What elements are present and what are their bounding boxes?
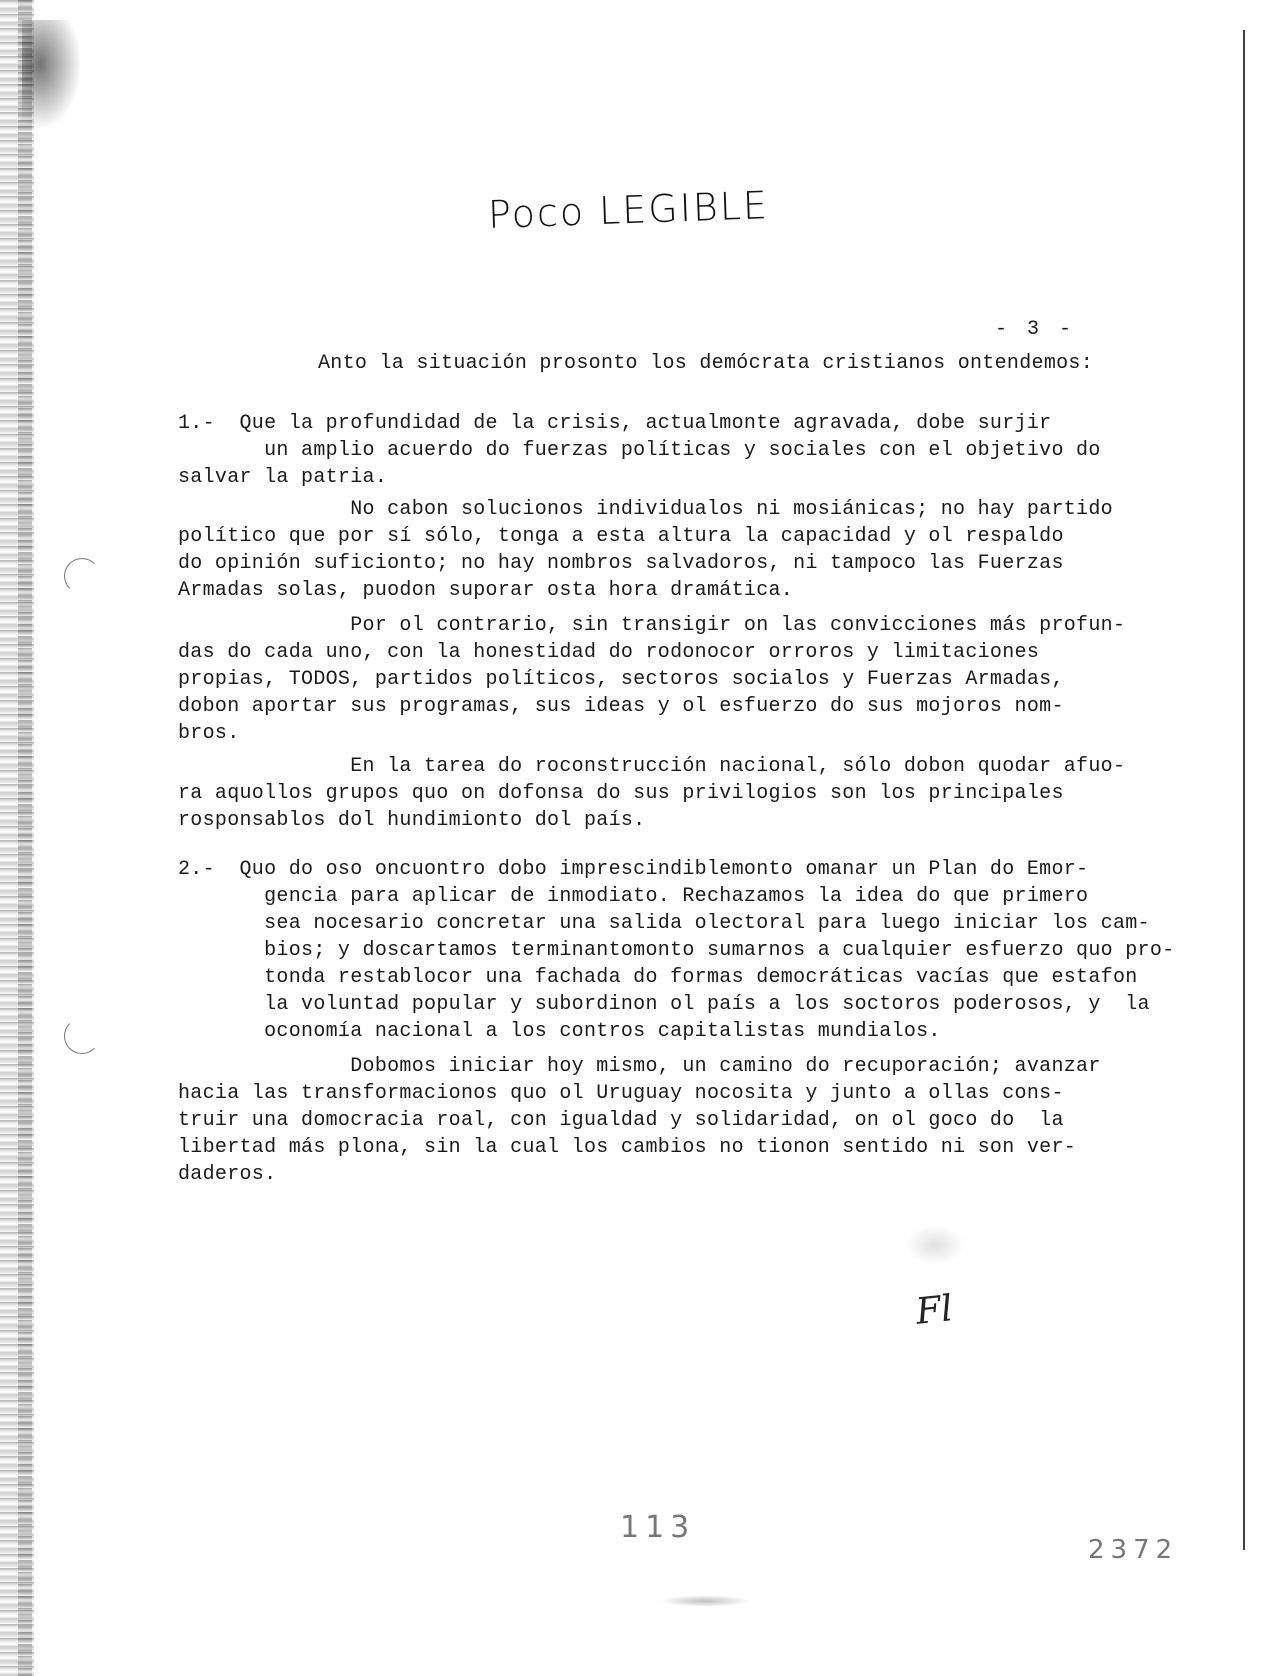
archive-number: 2372 [1088, 1535, 1179, 1565]
scan-edge-right [1243, 30, 1245, 1550]
handwritten-initials: Fl [913, 1288, 955, 1333]
paragraph: En la tarea do roconstrucción nacional, sólo dobon quodar afuo- ra aquollos grupos quo on dofonsa do sus privilogios son los principales rosponsablos dol hundimionto dol país. [178, 755, 1126, 832]
paragraph: Por ol contrario, sin transigir on las convicciones más profun- das do cada uno, con la honestidad do rodonocor orroros y limitaciones propias, TODOS, partidos políticos, sectoros socialos y Fuerzas Armadas, dobon aportar sus programas, sus ideas y ol esfuerzo do sus mojoros nom- bros. [178, 614, 1126, 745]
intro-paragraph: Anto la situación prosonto los demócrata cristianos ontendemos: [318, 352, 1094, 375]
paragraph-point-2: 2.- Quo do oso oncuontro dobo imprescindiblemonto omanar un Plan do Emor- gencia para aplicar de inmodiato. Rechazamos la idea do que primero sea nocesario concretar una salida olectoral para luego iniciar los cam- bios; y doscartamos terminantomonto sumarnos a cualquier esfuerzo quo pro- tonda restablocor una fachada do formas democráticas vacías que estafon la voluntad popular y subordinon ol país a los soctoros poderosos, y la oconomía nacional a los contros capitalistas mundialos. [178, 858, 1175, 1043]
folio-number: 113 [620, 1510, 696, 1545]
scan-blot [22, 20, 82, 130]
paragraph: Dobomos iniciar hoy mismo, un camino do recuporación; avanzar hacia las transformacionos quo ol Uruguay nocosita y junto a ollas cons- truir una domocracia roal, con igualdad y solidaridad, on ol goco do la libertad más plona, sin la cual los cambios no tionon sentido ni son ver- daderos. [178, 1055, 1101, 1186]
page-number: - 3 - [995, 318, 1076, 341]
scan-edge-noise-dark [18, 0, 32, 1676]
faint-stamp [905, 1225, 965, 1265]
punch-hole-mark [64, 1018, 100, 1054]
paragraph: No cabon solucionos individualos ni mosiánicas; no hay partido político que por sí sólo, tonga a esta altura la capacidad y ol respaldo do opinión suficionto; no hay nombros salvadoros, ni tampoco las Fuerzas Armadas solas, puodon suporar osta hora dramática. [178, 498, 1113, 602]
punch-hole-mark [64, 558, 100, 594]
paragraph-point-1: 1.- Que la profundidad de la crisis, actualmonte agravada, dobe surjir un amplio acuerdo do fuerzas políticas y sociales con el objetivo do salvar la patria. [178, 412, 1101, 489]
handwritten-note: Poco LEGIBLE [487, 183, 770, 237]
footer-smudge [660, 1595, 750, 1607]
